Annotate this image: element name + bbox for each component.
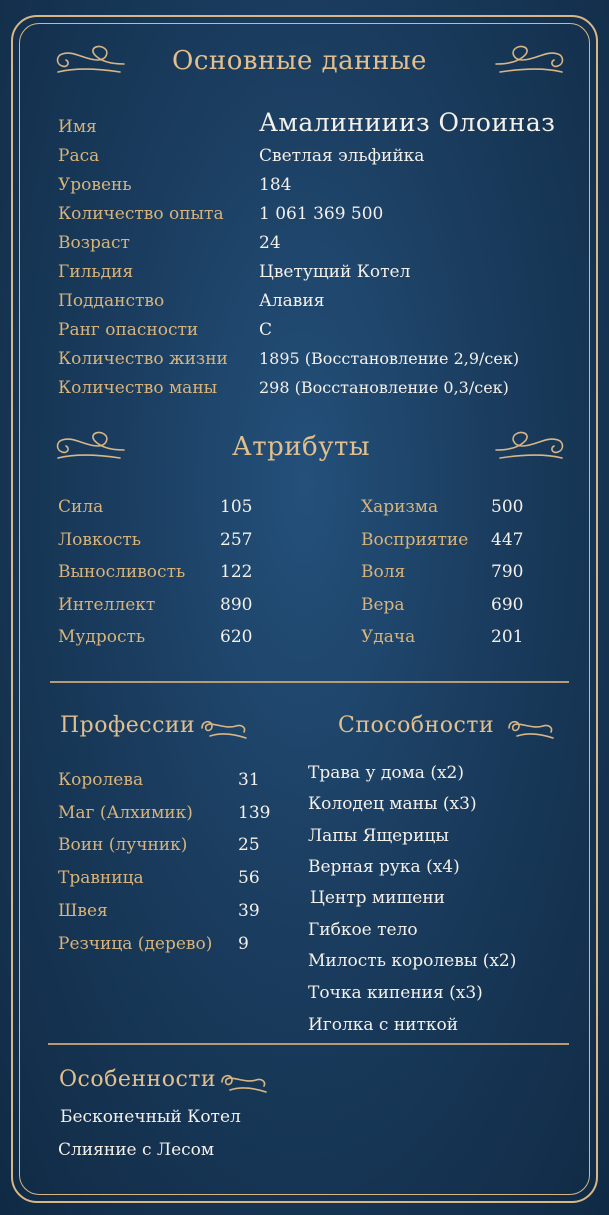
flourish-right-icon (494, 430, 566, 466)
mana-value: 298 (Восстановление 0,3/сек) (259, 378, 509, 397)
flourish-left-icon (54, 44, 126, 80)
citizenship-label: Подданство (58, 291, 165, 311)
wisdom-value: 620 (220, 627, 253, 647)
flourish-small-icon (200, 716, 248, 742)
agility-label: Ловкость (58, 530, 142, 550)
name-value: Амалиниииз Олоиназ (259, 108, 556, 137)
agility-value: 257 (220, 530, 253, 550)
ability-item: Центр мишени (310, 888, 445, 908)
charisma-label: Харизма (361, 497, 439, 517)
charisma-value: 500 (491, 497, 524, 517)
profession-warrior-label: Воин (лучник) (58, 835, 188, 855)
strength-label: Сила (58, 497, 104, 517)
danger-rank-label: Ранг опасности (58, 320, 199, 340)
flourish-right-icon (494, 44, 566, 80)
intellect-label: Интеллект (58, 595, 156, 615)
profession-herbalist-value: 56 (238, 868, 260, 888)
citizenship-value: Алавия (259, 291, 325, 311)
feature-item: Бесконечный Котел (60, 1107, 241, 1127)
luck-label: Удача (361, 627, 416, 647)
perception-label: Восприятие (361, 530, 469, 550)
basic-data-title: Основные данные (172, 46, 427, 76)
profession-mage-label: Маг (Алхимик) (58, 803, 193, 823)
profession-queen-label: Королева (58, 770, 144, 790)
abilities-title: Способности (338, 713, 495, 738)
profession-queen-value: 31 (238, 770, 260, 790)
luck-value: 201 (491, 627, 524, 647)
danger-rank-value: С (259, 320, 273, 340)
ability-item: Иголка с ниткой (308, 1015, 459, 1035)
flourish-small-icon (220, 1070, 268, 1096)
profession-warrior-value: 25 (238, 835, 260, 855)
experience-label: Количество опыта (58, 204, 224, 224)
flourish-small-icon (507, 716, 555, 742)
mana-label: Количество маны (58, 378, 218, 398)
profession-carver-value: 9 (238, 934, 249, 954)
health-value: 1895 (Восстановление 2,9/сек) (259, 349, 520, 368)
guild-value: Цветущий Котел (259, 262, 411, 282)
profession-seamstress-value: 39 (238, 901, 260, 921)
faith-label: Вера (361, 595, 405, 615)
features-title: Особенности (59, 1067, 217, 1092)
ability-item: Верная рука (x4) (308, 857, 460, 877)
level-value: 184 (259, 175, 292, 195)
ability-item: Лапы Ящерицы (308, 826, 449, 846)
level-label: Уровень (58, 175, 132, 195)
profession-carver-label: Резчица (дерево) (58, 934, 213, 954)
name-label: Имя (58, 117, 97, 137)
strength-value: 105 (220, 497, 253, 517)
intellect-value: 890 (220, 595, 253, 615)
health-label: Количество жизни (58, 349, 228, 369)
endurance-label: Выносливость (58, 562, 186, 582)
perception-value: 447 (491, 530, 524, 550)
flourish-left-icon (54, 430, 126, 466)
will-label: Воля (361, 562, 406, 582)
age-value: 24 (259, 233, 281, 253)
race-value: Светлая эльфийка (259, 146, 425, 166)
age-label: Возраст (58, 233, 130, 253)
ability-item: Милость королевы (x2) (308, 951, 517, 971)
professions-title: Профессии (60, 713, 196, 738)
section-divider (48, 1043, 569, 1045)
guild-label: Гильдия (58, 262, 134, 282)
experience-value: 1 061 369 500 (259, 204, 384, 224)
wisdom-label: Мудрость (58, 627, 146, 647)
will-value: 790 (491, 562, 524, 582)
endurance-value: 122 (220, 562, 253, 582)
ability-item: Гибкое тело (308, 920, 418, 940)
profession-herbalist-label: Травница (58, 868, 144, 888)
section-divider (50, 681, 569, 683)
ability-item: Трава у дома (x2) (308, 763, 465, 783)
ability-item: Колодец маны (x3) (308, 794, 477, 814)
profession-seamstress-label: Швея (58, 901, 108, 921)
profession-mage-value: 139 (238, 803, 271, 823)
ability-item: Точка кипения (x3) (308, 983, 483, 1003)
attributes-title: Атрибуты (232, 432, 371, 462)
feature-item: Слияние с Лесом (58, 1140, 215, 1160)
race-label: Раса (58, 146, 100, 166)
faith-value: 690 (491, 595, 524, 615)
